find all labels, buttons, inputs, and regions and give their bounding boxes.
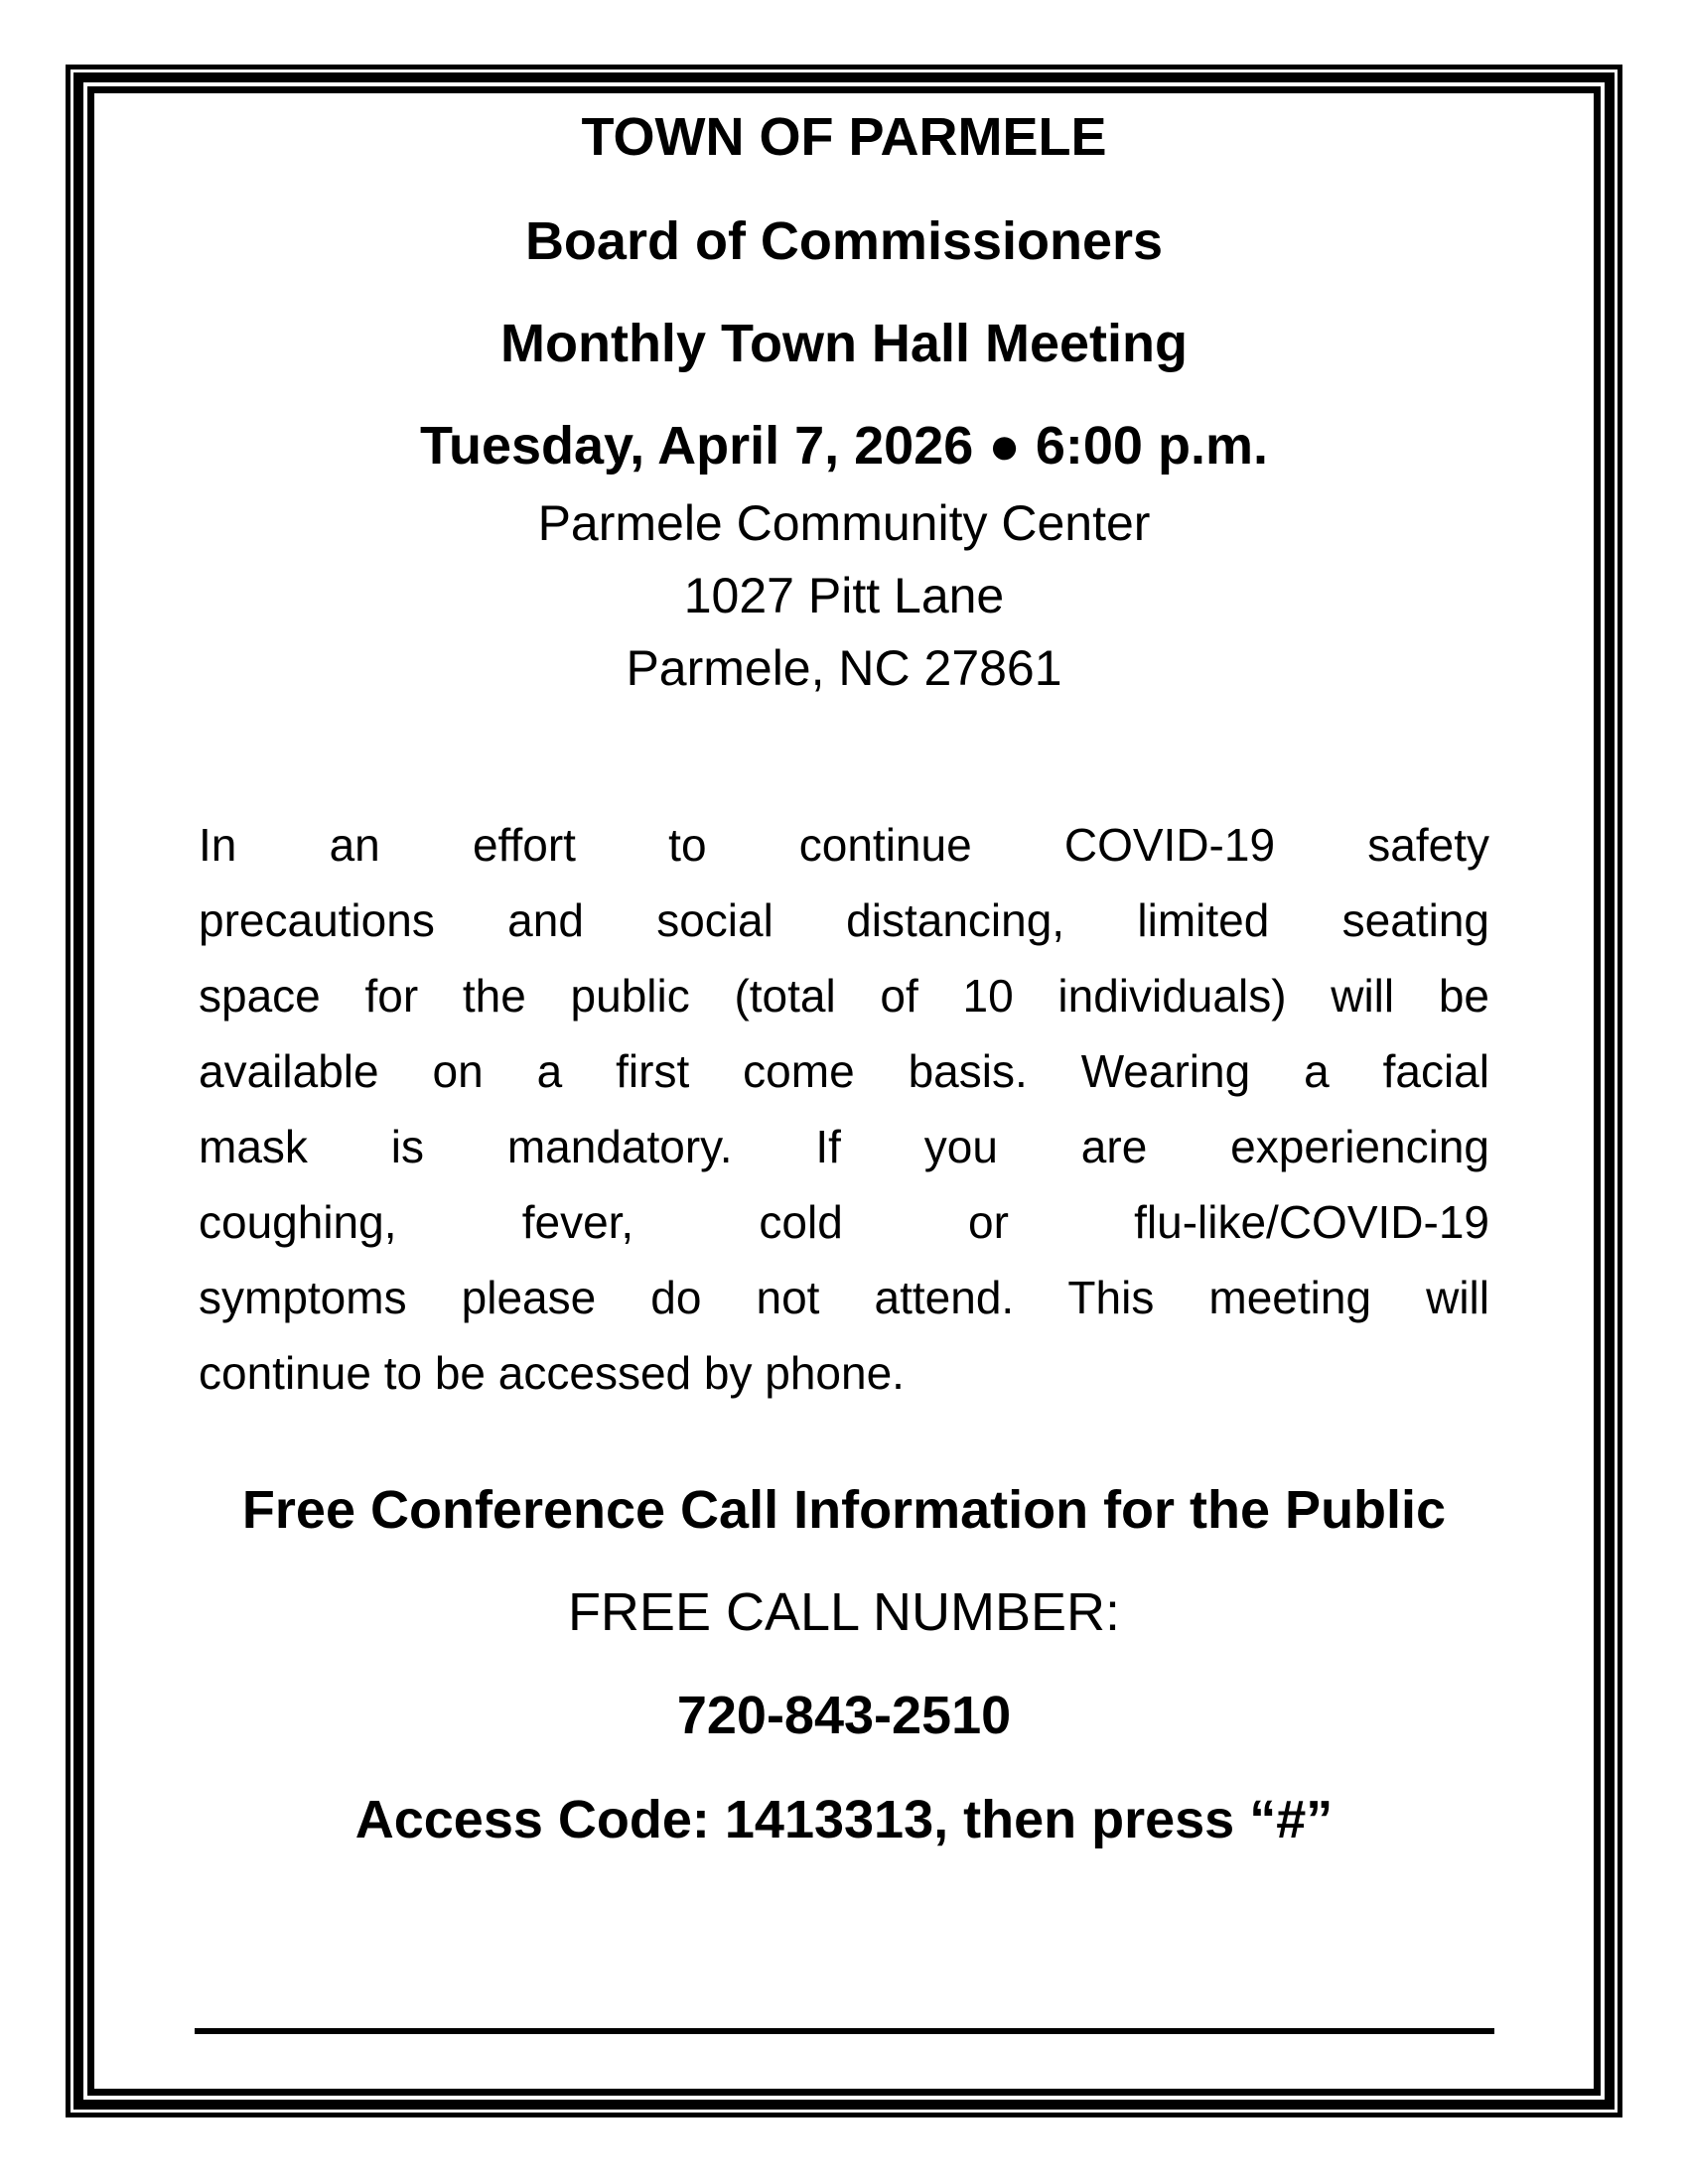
notice-line: precautions and social distancing, limited seating <box>199 894 1489 946</box>
venue-address <box>0 487 1688 705</box>
subtitle-meeting: Monthly Town Hall Meeting <box>500 314 1188 373</box>
subtitle-board: Board of Commissioners <box>524 211 1164 271</box>
free-call-number-label: FREE CALL NUMBER: <box>567 1582 1121 1642</box>
notice-line: coughing, fever, cold or flu-like/COVID-19 <box>199 1196 1489 1248</box>
covid-notice-paragraph <box>199 807 1489 1411</box>
meeting-datetime: Tuesday, April 7, 2026 ● 6:00 p.m. <box>420 416 1268 476</box>
notice-line: continue to be accessed by phone. <box>199 1347 905 1399</box>
venue-city-state-zip: Parmele, NC 27861 <box>626 640 1062 696</box>
access-code-line: Access Code: 1413313, then press “#” <box>354 1790 1334 1849</box>
page-title: TOWN OF PARMELE <box>581 107 1107 167</box>
notice-line: space for the public (total of 10 individuals) will be <box>199 970 1489 1022</box>
venue-name: Parmele Community Center <box>537 495 1151 551</box>
conference-phone-number: 720-843-2510 <box>676 1686 1012 1745</box>
venue-street: 1027 Pitt Lane <box>683 568 1005 623</box>
notice-line: available on a first come basis. Wearing a facial <box>199 1045 1489 1097</box>
signature-rule <box>195 2028 1494 2034</box>
notice-line: mask is mandatory. If you are experiencing <box>199 1121 1489 1172</box>
notice-line: symptoms please do not attend. This meeting will <box>199 1272 1489 1323</box>
notice-line: In an effort to continue COVID-19 safety <box>199 819 1489 871</box>
conference-info-heading: Free Conference Call Information for the Public <box>241 1480 1447 1540</box>
